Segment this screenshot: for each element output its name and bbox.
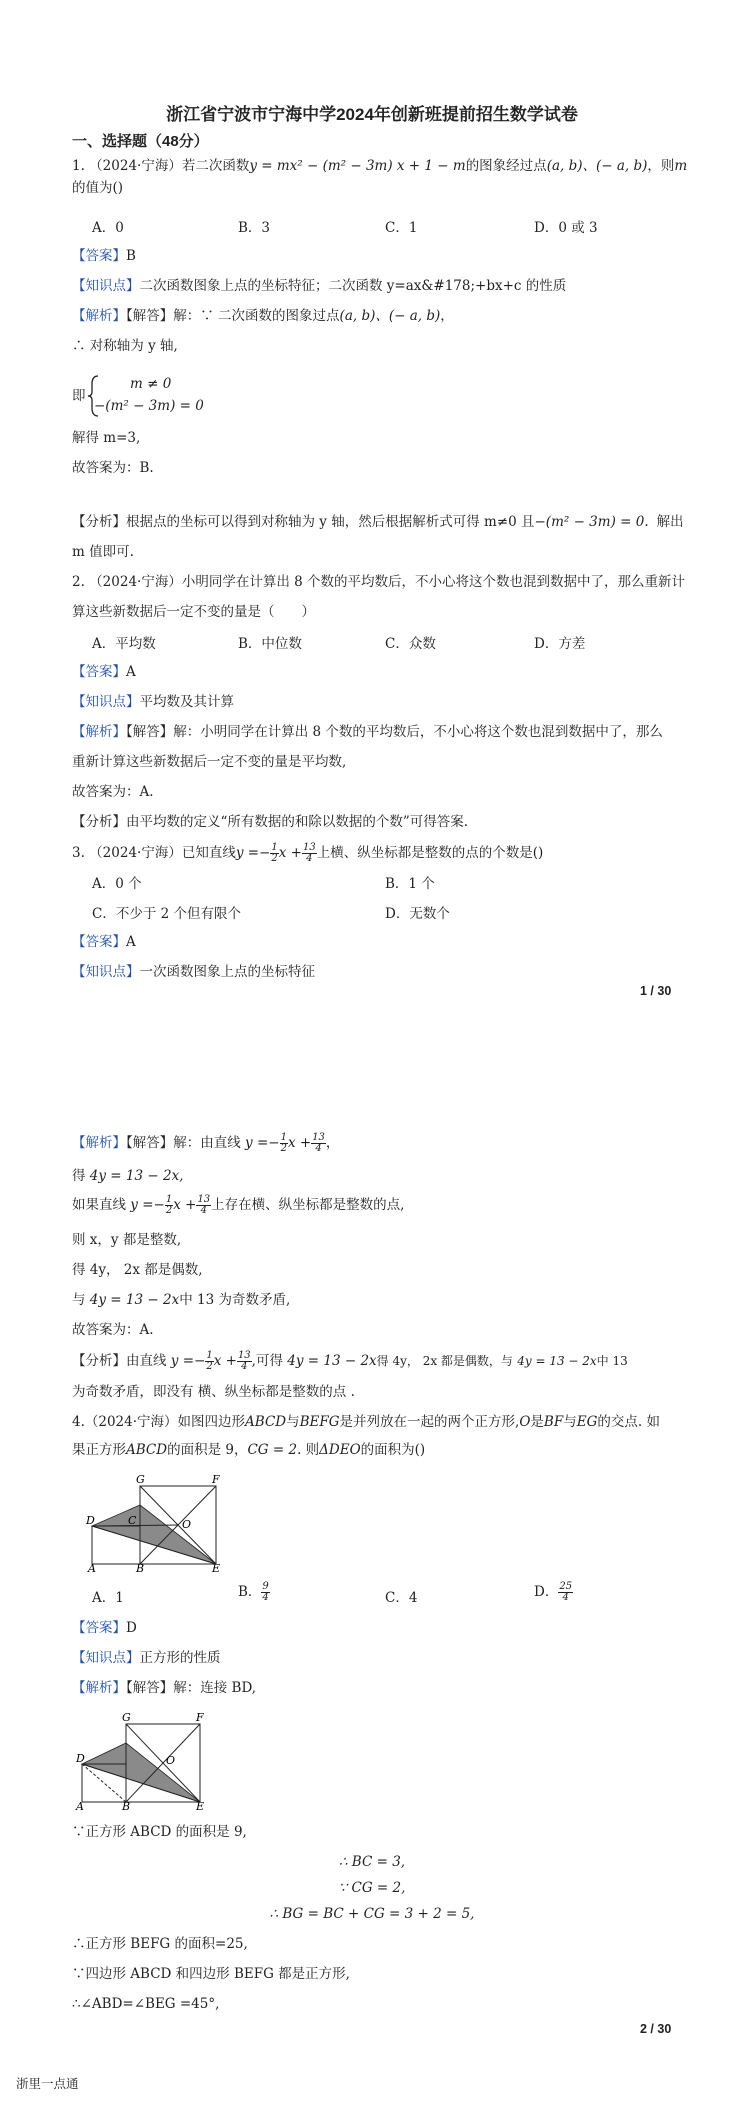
knowledge-label: 【知识点】 xyxy=(72,964,140,980)
q1-solve1: 解：∵ 二次函数的图象过点 xyxy=(173,308,340,324)
fig-label-d: D xyxy=(76,1752,85,1765)
q4-cg: CG = 2. xyxy=(247,1442,302,1458)
q4-stem-g: 的面积为() xyxy=(360,1442,426,1458)
q3-de: 得 xyxy=(72,1168,86,1184)
page-number-2: 2 / 30 xyxy=(640,2022,672,2036)
frac-den: 4 xyxy=(306,853,313,864)
q3-solution-4: 则 x，y 都是整数, xyxy=(72,1232,182,1248)
fig-label-d: D xyxy=(86,1514,95,1527)
q3-answer xyxy=(72,932,136,952)
frac-den: 2 xyxy=(206,1361,213,1372)
q1-solution-1 xyxy=(72,306,454,326)
q1-option-d: D．0 或 3 xyxy=(534,220,598,236)
q3-frac-13-4 xyxy=(311,1133,326,1154)
q4-opt-d-label: D． xyxy=(534,1584,559,1600)
q2-solution-3: 故答案为：A. xyxy=(72,784,154,800)
q4-solve1: 解：连接 BD, xyxy=(173,1680,257,1696)
q3-eq-4y: 4y = 13 − 2x xyxy=(89,1292,180,1308)
q2-option-a: A．平均数 xyxy=(92,636,156,652)
q4-bf: BF xyxy=(543,1414,564,1430)
q3-stem xyxy=(72,840,543,866)
q3-solve3-end: 上存在横、纵坐标都是整数的点, xyxy=(211,1197,405,1213)
solve-label: 【解答】 xyxy=(126,308,174,324)
q4-option-d xyxy=(534,1580,573,1603)
q3-frac-half xyxy=(165,1195,173,1216)
q1-answer xyxy=(72,246,136,266)
q1-stem-text2: 的图象经过点 xyxy=(465,158,547,174)
q1-solve1-points: (a, b)、(− a, b) xyxy=(339,308,441,324)
q1-fenxi-text: 根据点的坐标可以得到对称轴为 y 轴，然后根据解析式可得 m≠0 且 xyxy=(126,514,535,530)
frac-num: 13 xyxy=(312,1132,325,1143)
q1-system-line2: −(m² − 3m) = 0 xyxy=(94,398,204,414)
q4-deo: ΔDEO xyxy=(319,1442,361,1458)
fig-label-c: C xyxy=(128,1514,137,1527)
knowledge-label: 【知识点】 xyxy=(72,278,140,294)
q2-knowledge-text: 平均数及其计算 xyxy=(139,694,234,710)
q3-frac-13-4 xyxy=(302,843,317,864)
frac-num: 13 xyxy=(237,1350,251,1361)
q3-stem-text2: 上横、纵坐标都是整数的点的个数是() xyxy=(316,845,544,861)
q4-stem-1 xyxy=(72,1412,660,1432)
answer-label: 【答案】 xyxy=(72,1620,126,1636)
fig-label-a: A xyxy=(76,1800,84,1813)
footer-brand: 浙里一点通 xyxy=(16,2076,79,2091)
q2-fenxi xyxy=(72,812,468,832)
q4-option-b xyxy=(238,1580,270,1603)
frac-den: 4 xyxy=(241,1361,248,1372)
frac-num: 9 xyxy=(262,1581,269,1592)
q2-stem-1: 2. （2024·宁海）小明同学在计算出 8 个数的平均数后，不小心将这个数也混到数据中了，那么重新计 xyxy=(72,574,685,590)
q4-stem-d: 果正方形 xyxy=(72,1442,126,1458)
q3-yu: 与 xyxy=(72,1292,86,1308)
q1-function: y = mx² − (m² − 3m) x + 1 − m xyxy=(249,158,466,174)
q3-eq-4y: 4y = 13 − 2x xyxy=(517,1354,597,1368)
q4-option-c: C．4 xyxy=(385,1590,418,1606)
q4-stem-2 xyxy=(72,1440,425,1460)
q3-knowledge-text: 一次函数图象上点的坐标特征 xyxy=(139,964,315,980)
q3-option-d: D．无数个 xyxy=(385,906,450,922)
q2-solve1: 解：小明同学在计算出 8 个数的平均数后，不小心将这个数也混到数据中了，那么 xyxy=(173,724,663,740)
frac-num: 1 xyxy=(206,1350,213,1361)
fig-label-g: G xyxy=(136,1473,145,1486)
q1-solution-2: ∴ 对称轴为 y 轴, xyxy=(72,338,178,354)
q3-solve3: 如果直线 xyxy=(72,1197,126,1213)
q1-option-a: A．0 xyxy=(92,220,124,236)
q3-eq-4y: 4y = 13 − 2x xyxy=(287,1353,377,1369)
q3-frac-half xyxy=(280,1133,288,1154)
q3-option-b: B．1 个 xyxy=(385,876,435,892)
frac-num: 13 xyxy=(197,1194,211,1205)
q4-opt-b-frac xyxy=(261,1582,269,1603)
q3-x-plus: x + xyxy=(278,845,302,861)
q3-solve1: 解：由直线 xyxy=(173,1135,241,1151)
frac-den: 2 xyxy=(280,1143,287,1154)
analysis-label: 【解析】 xyxy=(72,1680,126,1696)
q1-m: m xyxy=(674,158,688,174)
q1-option-c: C．1 xyxy=(385,220,418,236)
q3-eq-4y: 4y = 13 − 2x, xyxy=(89,1168,184,1184)
q4-stem-f: 则 xyxy=(305,1442,320,1458)
analysis-label: 【解析】 xyxy=(72,308,126,324)
q3-solution-3 xyxy=(72,1192,404,1218)
q3-frac-13-4 xyxy=(196,1195,211,1216)
q2-fenxi-text: 由平均数的定义“所有数据的和除以数据的个数”可得答案. xyxy=(126,814,469,830)
solve-label: 【解答】 xyxy=(126,1135,174,1151)
q4-solution-1 xyxy=(72,1678,256,1698)
q4-abcd: ABCD xyxy=(245,1414,287,1430)
q4-opt-b-label: B． xyxy=(238,1584,262,1600)
answer-label: 【答案】 xyxy=(72,934,126,950)
q4-knowledge-text: 正方形的性质 xyxy=(139,1650,221,1666)
q1-fenxi-end: m 值即可. xyxy=(72,544,134,560)
q4-knowledge xyxy=(72,1648,221,1668)
q1-stem-text: 1. （2024·宁海）若二次函数 xyxy=(72,158,250,174)
q4-yu: 与 xyxy=(286,1414,300,1430)
q2-knowledge xyxy=(72,692,234,712)
q2-option-b: B．中位数 xyxy=(238,636,302,652)
shaded-triangle-deo xyxy=(82,1743,200,1802)
q3-y: y =− xyxy=(245,1135,280,1151)
q3-answer-value: A xyxy=(126,934,136,950)
fig-label-b: B xyxy=(122,1800,131,1813)
q1-stem xyxy=(72,156,687,176)
q4-befg: BEFG xyxy=(299,1414,340,1430)
q4-answer-value: D xyxy=(126,1620,137,1636)
q2-stem-2: 算这些新数据后一定不变的量是（ ） xyxy=(72,604,315,620)
q2-answer-value: A xyxy=(126,664,136,680)
q4-shi: 是 xyxy=(530,1414,544,1430)
frac-num: 25 xyxy=(559,1581,573,1592)
q3-fenxi xyxy=(72,1348,628,1374)
fig-label-b: B xyxy=(136,1562,145,1575)
solve-label: 【解答】 xyxy=(126,724,174,740)
fig-label-g: G xyxy=(122,1711,131,1724)
q4-stem-b: 是并列放在一起的两个正方形, xyxy=(339,1414,520,1430)
fig-label-e: E xyxy=(212,1562,221,1575)
analysis-label: 【解析】 xyxy=(72,1135,126,1151)
q3-x-plus: x + xyxy=(173,1197,197,1213)
q1-solve1-comma: ， xyxy=(440,308,454,324)
frac-den: 4 xyxy=(200,1205,207,1216)
q4-stem-c: 的交点. 如 xyxy=(597,1414,660,1430)
q3-fenxi-c: 得 4y， 2x 都是偶数，与 xyxy=(376,1354,513,1368)
q1-fenxi xyxy=(72,512,684,532)
q2-solution-2: 重新计算这些新数据后一定不变的量是平均数, xyxy=(72,754,347,770)
q2-answer xyxy=(72,662,136,682)
q3-y: y =− xyxy=(130,1197,165,1213)
q3-solution-2 xyxy=(72,1166,183,1186)
fig-label-o: O xyxy=(182,1518,192,1531)
q1-solution-4: 故答案为：B. xyxy=(72,460,154,476)
q1-system-line1: m ≠ 0 xyxy=(130,376,172,392)
q1-option-b: B．3 xyxy=(238,220,271,236)
knowledge-label: 【知识点】 xyxy=(72,694,140,710)
fenxi-label: 【分析】 xyxy=(72,514,126,530)
fig-label-f: F xyxy=(212,1473,220,1486)
q1-stem-text3: ，则 xyxy=(647,158,675,174)
frac-den: 2 xyxy=(165,1205,173,1216)
q3-solution-1 xyxy=(72,1130,339,1156)
analysis-label: 【解析】 xyxy=(72,724,126,740)
q4-answer xyxy=(72,1618,137,1638)
q4-solution-2: ∵正方形 ABCD 的面积是 9, xyxy=(72,1824,247,1840)
q3-stem-text: 3. （2024·宁海）已知直线 xyxy=(72,845,236,861)
q4-stem-a: 4.（2024·宁海）如图四边形 xyxy=(72,1414,246,1430)
frac-num: 1 xyxy=(280,1132,287,1143)
q3-option-c: C．不少于 2 个但有限个 xyxy=(92,906,242,922)
q4-equation-1: ∴ BC = 3, xyxy=(338,1854,406,1870)
q1-answer-value: B xyxy=(126,248,136,264)
q4-yu: 与 xyxy=(563,1414,577,1430)
fig-label-f: F xyxy=(196,1711,204,1724)
q4-abcd: ABCD xyxy=(126,1442,168,1458)
q3-frac-half xyxy=(270,843,278,864)
q3-frac-13-4 xyxy=(237,1351,252,1372)
answer-label: 【答案】 xyxy=(72,664,126,680)
q4-eg: EG xyxy=(576,1414,598,1430)
q3-fenxi-b: ,可得 xyxy=(251,1353,283,1369)
q1-fenxi-text2: 解出 xyxy=(656,514,684,530)
knowledge-label: 【知识点】 xyxy=(72,1650,140,1666)
frac-den: 2 xyxy=(271,853,278,864)
answer-label: 【答案】 xyxy=(72,248,126,264)
q1-ji: 即 xyxy=(72,388,86,404)
frac-num: 13 xyxy=(302,842,316,853)
q4-stem-e: 的面积是 9， xyxy=(167,1442,248,1458)
section-heading: 一、选择题（48分） xyxy=(72,133,209,150)
q4-o: O xyxy=(519,1414,531,1430)
q3-y: y =− xyxy=(170,1353,206,1369)
q1-points: (a, b)、(− a, b) xyxy=(546,158,648,174)
q2-option-c: C．众数 xyxy=(385,636,436,652)
q4-opt-d-frac xyxy=(558,1582,573,1603)
q3-x-plus: x + xyxy=(287,1135,312,1151)
q3-fenxi-d: 中 13 xyxy=(596,1354,628,1368)
q4-solution-5: ∴∠ABD=∠BEG =45°, xyxy=(72,1996,220,2012)
q3-option-a: A．0 个 xyxy=(92,876,142,892)
q1-stem-end: 的值为() xyxy=(72,180,124,196)
frac-num: 1 xyxy=(271,842,278,853)
fig-label-o: O xyxy=(166,1754,176,1767)
q4-solution-3: ∴正方形 BEFG 的面积=25, xyxy=(72,1936,248,1952)
q3-solution-5: 得 4y， 2x 都是偶数, xyxy=(72,1262,203,1278)
q3-solution-7: 故答案为：A. xyxy=(72,1322,154,1338)
q3-knowledge xyxy=(72,962,315,982)
q3-x-plus: x + xyxy=(213,1353,237,1369)
q1-knowledge xyxy=(72,276,566,296)
frac-den: 4 xyxy=(262,1592,269,1603)
q3-frac-half xyxy=(205,1351,213,1372)
page-title: 浙江省宁波市宁海中学2024年创新班提前招生数学试卷 xyxy=(166,105,578,124)
fenxi-label: 【分析】 xyxy=(72,1353,126,1369)
fenxi-label: 【分析】 xyxy=(72,814,126,830)
solve-label: 【解答】 xyxy=(126,1680,174,1696)
q3-solution-6 xyxy=(72,1290,290,1310)
q4-option-a: A．1 xyxy=(92,1590,124,1606)
q4-solution-figure xyxy=(72,1704,205,1813)
q4-equation-2: ∵ CG = 2, xyxy=(338,1880,406,1896)
fig-label-e: E xyxy=(196,1800,205,1813)
q4-equation-3: ∴ BG = BC + CG = 3 + 2 = 5, xyxy=(269,1906,475,1922)
q3-y: y =− xyxy=(235,845,271,861)
q4-solution-4: ∵四边形 ABCD 和四边形 BEFG 都是正方形, xyxy=(72,1966,350,1982)
q1-solution-3: 解得 m=3, xyxy=(72,430,141,446)
q1-knowledge-text: 二次函数图象上点的坐标特征；二次函数 y=ax&#178;+bx+c 的性质 xyxy=(139,278,567,294)
shaded-triangle-deo xyxy=(92,1505,216,1564)
frac-den: 4 xyxy=(315,1143,322,1154)
page-number-1: 1 / 30 xyxy=(640,984,672,998)
q4-figure xyxy=(86,1466,221,1575)
q3-fenxi-a: 由直线 xyxy=(126,1353,167,1369)
q2-option-d: D．方差 xyxy=(534,636,586,652)
q3-comma: ， xyxy=(325,1135,340,1151)
q1-fenxi-math: −(m² − 3m) = 0. xyxy=(534,514,649,530)
q3-fenxi-end: 为奇数矛盾，即没有 横、纵坐标都是整数的点 . xyxy=(72,1384,355,1400)
q3-solve6: 中 13 为奇数矛盾, xyxy=(179,1292,291,1308)
q2-solution-1 xyxy=(72,722,663,742)
frac-num: 1 xyxy=(165,1194,173,1205)
fig-label-a: A xyxy=(88,1562,96,1575)
frac-den: 4 xyxy=(562,1592,569,1603)
